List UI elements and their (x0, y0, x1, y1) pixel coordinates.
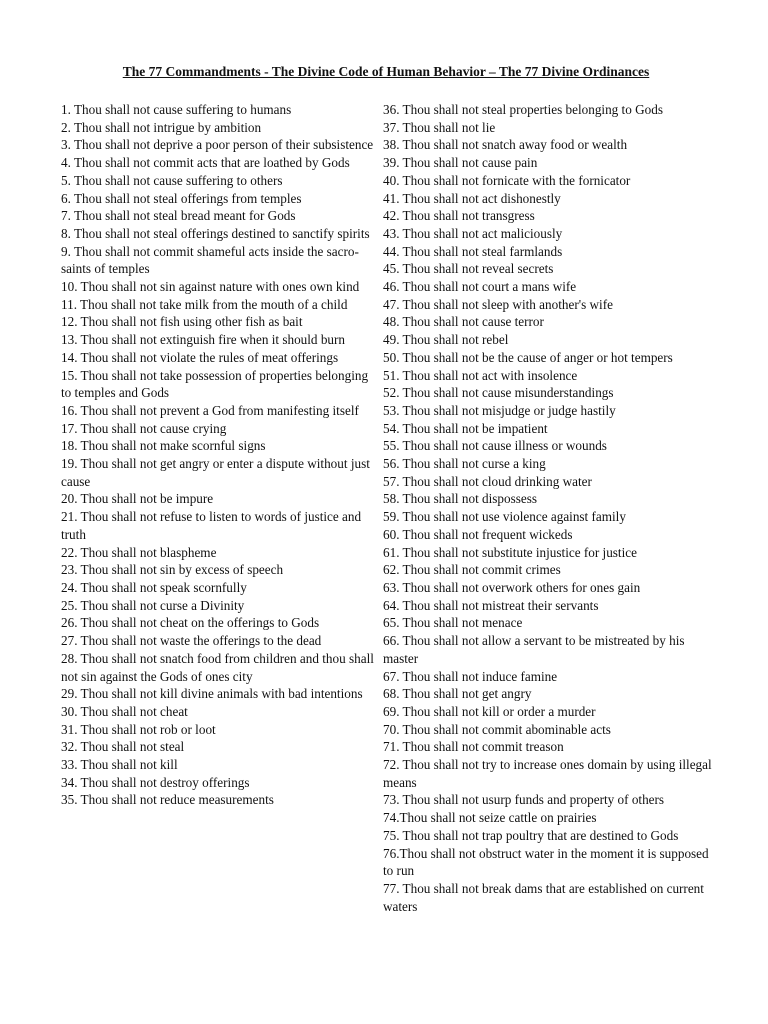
document-title: The 77 Commandments - The Divine Code of Human Behavior – The 77 Divine Ordinances (122, 64, 650, 79)
commandment-item: 59. Thou shall not use violence against family (383, 509, 626, 525)
commandment-item: 56. Thou shall not curse a king (383, 456, 546, 472)
commandment-item: 50. Thou shall not be the cause of anger or hot tempers (383, 349, 673, 365)
commandment-item: 48. Thou shall not cause terror (383, 314, 544, 330)
commandment-item: 72. Thou shall not try to increase ones domain by using illegal means (383, 757, 712, 790)
commandment-item: 43. Thou shall not act maliciously (383, 225, 563, 241)
commandment-item: 47. Thou shall not sleep with another's wife (383, 296, 613, 312)
commandments-columns (0, 101, 768, 1001)
commandment-item: 70. Thou shall not commit abominable acts (383, 721, 611, 737)
commandment-item: 42. Thou shall not transgress (383, 208, 535, 224)
right-column (383, 101, 713, 915)
commandment-item: 6. Thou shall not steal offerings from temples (61, 190, 302, 206)
commandment-item: 77. Thou shall not break dams that are established on current waters (383, 880, 704, 914)
commandment-item: 53. Thou shall not misjudge or judge hastily (383, 402, 616, 418)
commandment-item: 67. Thou shall not induce famine (383, 668, 558, 684)
commandment-item: 28. Thou shall not snatch food from children and thou shall not sin against the Gods of ones city (61, 650, 374, 684)
commandment-item: 31. Thou shall not rob or loot (61, 721, 216, 737)
commandment-item: 34. Thou shall not destroy offerings (61, 774, 250, 790)
commandment-item: 44. Thou shall not steal farmlands (383, 243, 563, 259)
commandment-item: 45. Thou shall not reveal secrets (383, 261, 554, 277)
commandment-item: 51. Thou shall not act with insolence (383, 367, 578, 383)
commandment-item: 41. Thou shall not act dishonestly (383, 190, 561, 206)
commandment-item: 38. Thou shall not snatch away food or wealth (383, 137, 628, 153)
commandment-item: 29. Thou shall not kill divine animals with bad intentions (61, 686, 363, 702)
commandment-item: 75. Thou shall not trap poultry that are destined to Gods (383, 827, 679, 843)
commandment-item: 16. Thou shall not prevent a God from manifesting itself (61, 402, 359, 418)
commandment-item: 66. Thou shall not allow a servant to be mistreated by his master (383, 633, 685, 666)
commandment-item: 22. Thou shall not blaspheme (61, 544, 217, 560)
commandment-item: 10. Thou shall not sin against nature with ones own kind (61, 279, 360, 295)
commandment-item: 40. Thou shall not fornicate with the fornicator (383, 172, 631, 188)
commandment-item: 24. Thou shall not speak scornfully (61, 579, 247, 595)
commandment-item: 1. Thou shall not cause suffering to humans (61, 102, 292, 117)
commandment-item: 62. Thou shall not commit crimes (383, 562, 561, 578)
commandment-item: 46. Thou shall not court a mans wife (383, 279, 577, 295)
commandment-item: 19. Thou shall not get angry or enter a dispute without just cause (61, 456, 370, 489)
left-column (61, 101, 381, 809)
commandment-item: 39. Thou shall not cause pain (383, 155, 538, 171)
commandment-item: 2. Thou shall not intrigue by ambition (61, 119, 262, 135)
commandment-item: 18. Thou shall not make scornful signs (61, 438, 266, 454)
commandment-item: 54. Thou shall not be impatient (383, 420, 548, 436)
commandment-item: 12. Thou shall not fish using other fish as bait (61, 314, 303, 330)
commandment-item: 3. Thou shall not deprive a poor person of their subsistence (61, 137, 374, 153)
commandment-item: 63. Thou shall not overwork others for ones gain (383, 579, 641, 595)
commandment-item: 61. Thou shall not substitute injustice for justice (383, 544, 637, 560)
commandment-item: 49. Thou shall not rebel (383, 332, 509, 348)
commandment-item: 60. Thou shall not frequent wickeds (383, 526, 573, 542)
commandment-item: 25. Thou shall not curse a Divinity (61, 597, 245, 613)
commandment-item: 69. Thou shall not kill or order a murder (383, 703, 596, 719)
commandment-item: 58. Thou shall not dispossess (383, 491, 537, 507)
commandment-item: 35. Thou shall not reduce measurements (61, 792, 274, 808)
commandment-item: 4. Thou shall not commit acts that are loathed by Gods (61, 155, 350, 171)
commandment-item: 32. Thou shall not steal (61, 739, 185, 755)
commandment-item: 65. Thou shall not menace (383, 615, 523, 631)
commandment-item: 9. Thou shall not commit shameful acts inside the sacro-saints of temples (61, 243, 359, 277)
commandment-item: 13. Thou shall not extinguish fire when it should burn (61, 332, 345, 348)
commandment-item: 55. Thou shall not cause illness or wounds (383, 438, 607, 454)
commandment-item: 33. Thou shall not kill (61, 757, 178, 773)
commandment-item: 27. Thou shall not waste the offerings to the dead (61, 633, 322, 649)
commandment-item: 17. Thou shall not cause crying (61, 420, 227, 436)
commandment-item: 14. Thou shall not violate the rules of meat offerings (61, 349, 339, 365)
commandment-item: 30. Thou shall not cheat (61, 703, 188, 719)
commandment-item: 15. Thou shall not take possession of properties belonging to temples and Gods (61, 367, 369, 401)
commandment-item: 37. Thou shall not lie (383, 119, 496, 135)
commandment-item: 57. Thou shall not cloud drinking water (383, 473, 592, 489)
commandment-item: 7. Thou shall not steal bread meant for Gods (61, 208, 296, 224)
commandment-item: 23. Thou shall not sin by excess of speech (61, 562, 284, 578)
commandment-item: 5. Thou shall not cause suffering to others (61, 172, 283, 188)
commandment-item: 20. Thou shall not be impure (61, 491, 214, 507)
commandment-item: 21. Thou shall not refuse to listen to words of justice and truth (61, 509, 362, 542)
commandment-item: 73. Thou shall not usurp funds and property of others (383, 792, 665, 808)
commandment-item: 74.Thou shall not seize cattle on prairies (383, 810, 597, 826)
commandment-item: 26. Thou shall not cheat on the offerings to Gods (61, 615, 320, 631)
commandment-item: 71. Thou shall not commit treason (383, 739, 564, 755)
commandment-item: 68. Thou shall not get angry (383, 686, 532, 702)
commandment-item: 76.Thou shall not obstruct water in the moment it is supposed to run (383, 845, 709, 879)
commandment-item: 8. Thou shall not steal offerings destined to sanctify spirits (61, 225, 370, 241)
commandment-item: 64. Thou shall not mistreat their servants (383, 597, 599, 613)
commandment-item: 36. Thou shall not steal properties belonging to Gods (383, 102, 663, 117)
commandment-item: 52. Thou shall not cause misunderstandings (383, 385, 614, 401)
commandment-item: 11. Thou shall not take milk from the mouth of a child (61, 296, 348, 312)
